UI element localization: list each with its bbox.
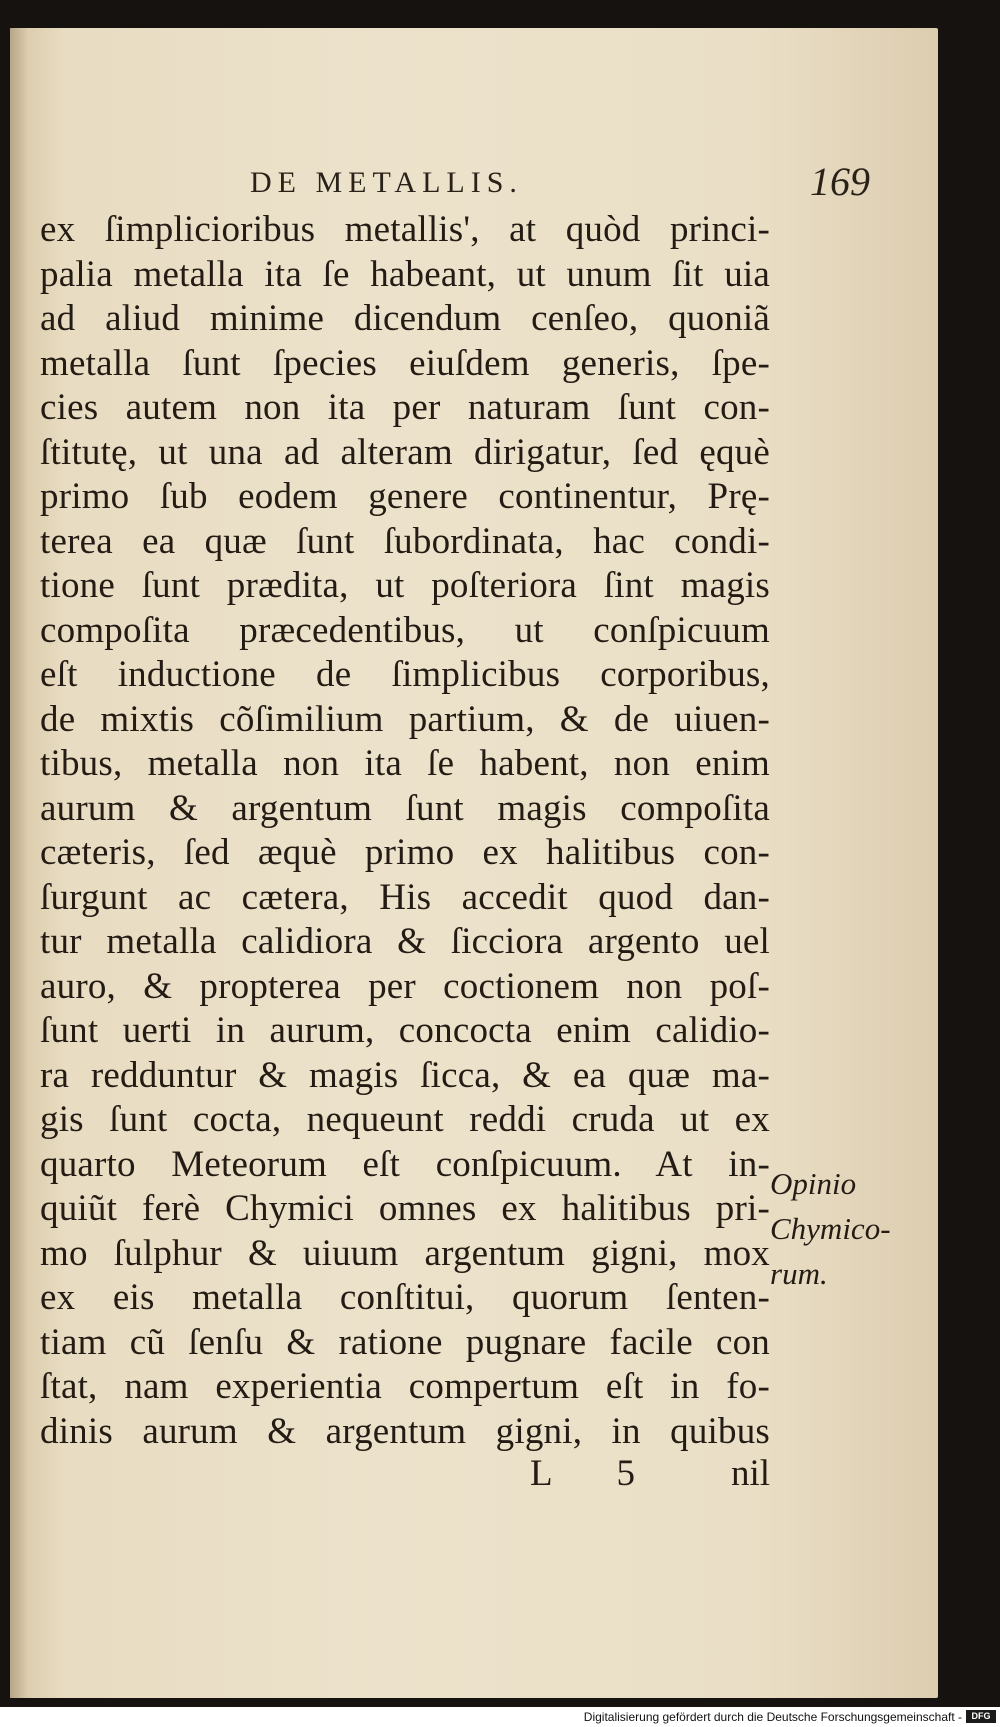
text-line: palia metalla ita ſe habeant, ut unum ſit uia [40, 253, 770, 295]
text-line: eſt inductione de ſimplicibus corporibus, [40, 654, 770, 695]
text-line: ex ſimplicioribus metallis', at quòd princi- [40, 209, 770, 250]
text-line: cæteris, ſed æquè primo ex halitibus con- [40, 832, 770, 873]
text-line: tione ſunt prædita, ut poſteriora ſint magis [40, 565, 770, 606]
text-line: dinis aurum & argentum gigni, in quibus [40, 1410, 770, 1452]
text-line: metalla ſunt ſpecies eiuſdem generis, ſpe- [40, 342, 770, 384]
text-line: tiam cũ ſenſu & ratione pugnare facile con [40, 1321, 770, 1363]
text-line: ſtitutę, ut una ad alteram dirigatur, ſed ęquè [40, 431, 770, 473]
text-line: quiũt ferè Chymici omnes ex halitibus pri- [40, 1188, 770, 1229]
signature-mark: L 5 [530, 1453, 663, 1494]
digitization-footer [0, 1707, 1000, 1727]
marginal-note-line: rum. [770, 1256, 828, 1291]
running-head [250, 158, 870, 208]
text-line: gis ſunt cocta, nequeunt reddi cruda ut ex [40, 1099, 770, 1140]
text-line: tibus, metalla non ita ſe habent, non enim [40, 743, 770, 784]
catchword: nil [730, 1453, 770, 1494]
text-line: tur metalla calidiora & ſicciora argento uel [40, 921, 770, 962]
text-line: quarto Meteorum eſt conſpicuum. At in- [40, 1143, 770, 1185]
text-line: compoſita præcedentibus, ut conſpicuum [40, 609, 770, 651]
running-title: DE METALLIS. [250, 166, 523, 199]
text-line: ex eis metalla conſtitui, quorum ſenten- [40, 1277, 770, 1318]
page-number: 169 [810, 159, 870, 204]
text-line: terea ea quæ ſunt ſubordinata, hac condi- [40, 520, 770, 562]
text-line: aurum & argentum ſunt magis compoſita [40, 787, 770, 829]
dfg-logo: DFG [966, 1710, 996, 1723]
marginal-note-line: Opinio [770, 1166, 857, 1201]
text-line: ſtat, nam experientia compertum eſt in fo- [40, 1366, 770, 1407]
marginal-note-line: Chymico- [770, 1211, 891, 1246]
text-line: mo ſulphur & uiuum argentum gigni, mox [40, 1232, 770, 1274]
text-line: ra redduntur & magis ſicca, & ea quæ ma- [40, 1054, 770, 1096]
text-line: ad aliud minime dicendum cenſeo, quoniã [40, 298, 770, 339]
text-line: de mixtis cõſimilium partium, & de uiuen- [40, 698, 770, 740]
marginal-note [770, 1161, 920, 1296]
text-line: cies autem non ita per naturam ſunt con- [40, 387, 770, 428]
text-line: primo ſub eodem genere continentur, Prę- [40, 476, 770, 517]
text-line: auro, & propterea per coctionem non poſ- [40, 965, 770, 1007]
page-foot [40, 1452, 770, 1502]
funding-credit: Digitalisierung gefördert durch die Deutsche Forschungsgemeinschaft - [583, 1710, 962, 1724]
main-text [40, 208, 770, 1454]
book-page [10, 28, 938, 1698]
text-line: ſurgunt ac cætera, His accedit quod dan- [40, 876, 770, 918]
text-line: ſunt uerti in aurum, concocta enim calidio- [40, 1010, 770, 1051]
